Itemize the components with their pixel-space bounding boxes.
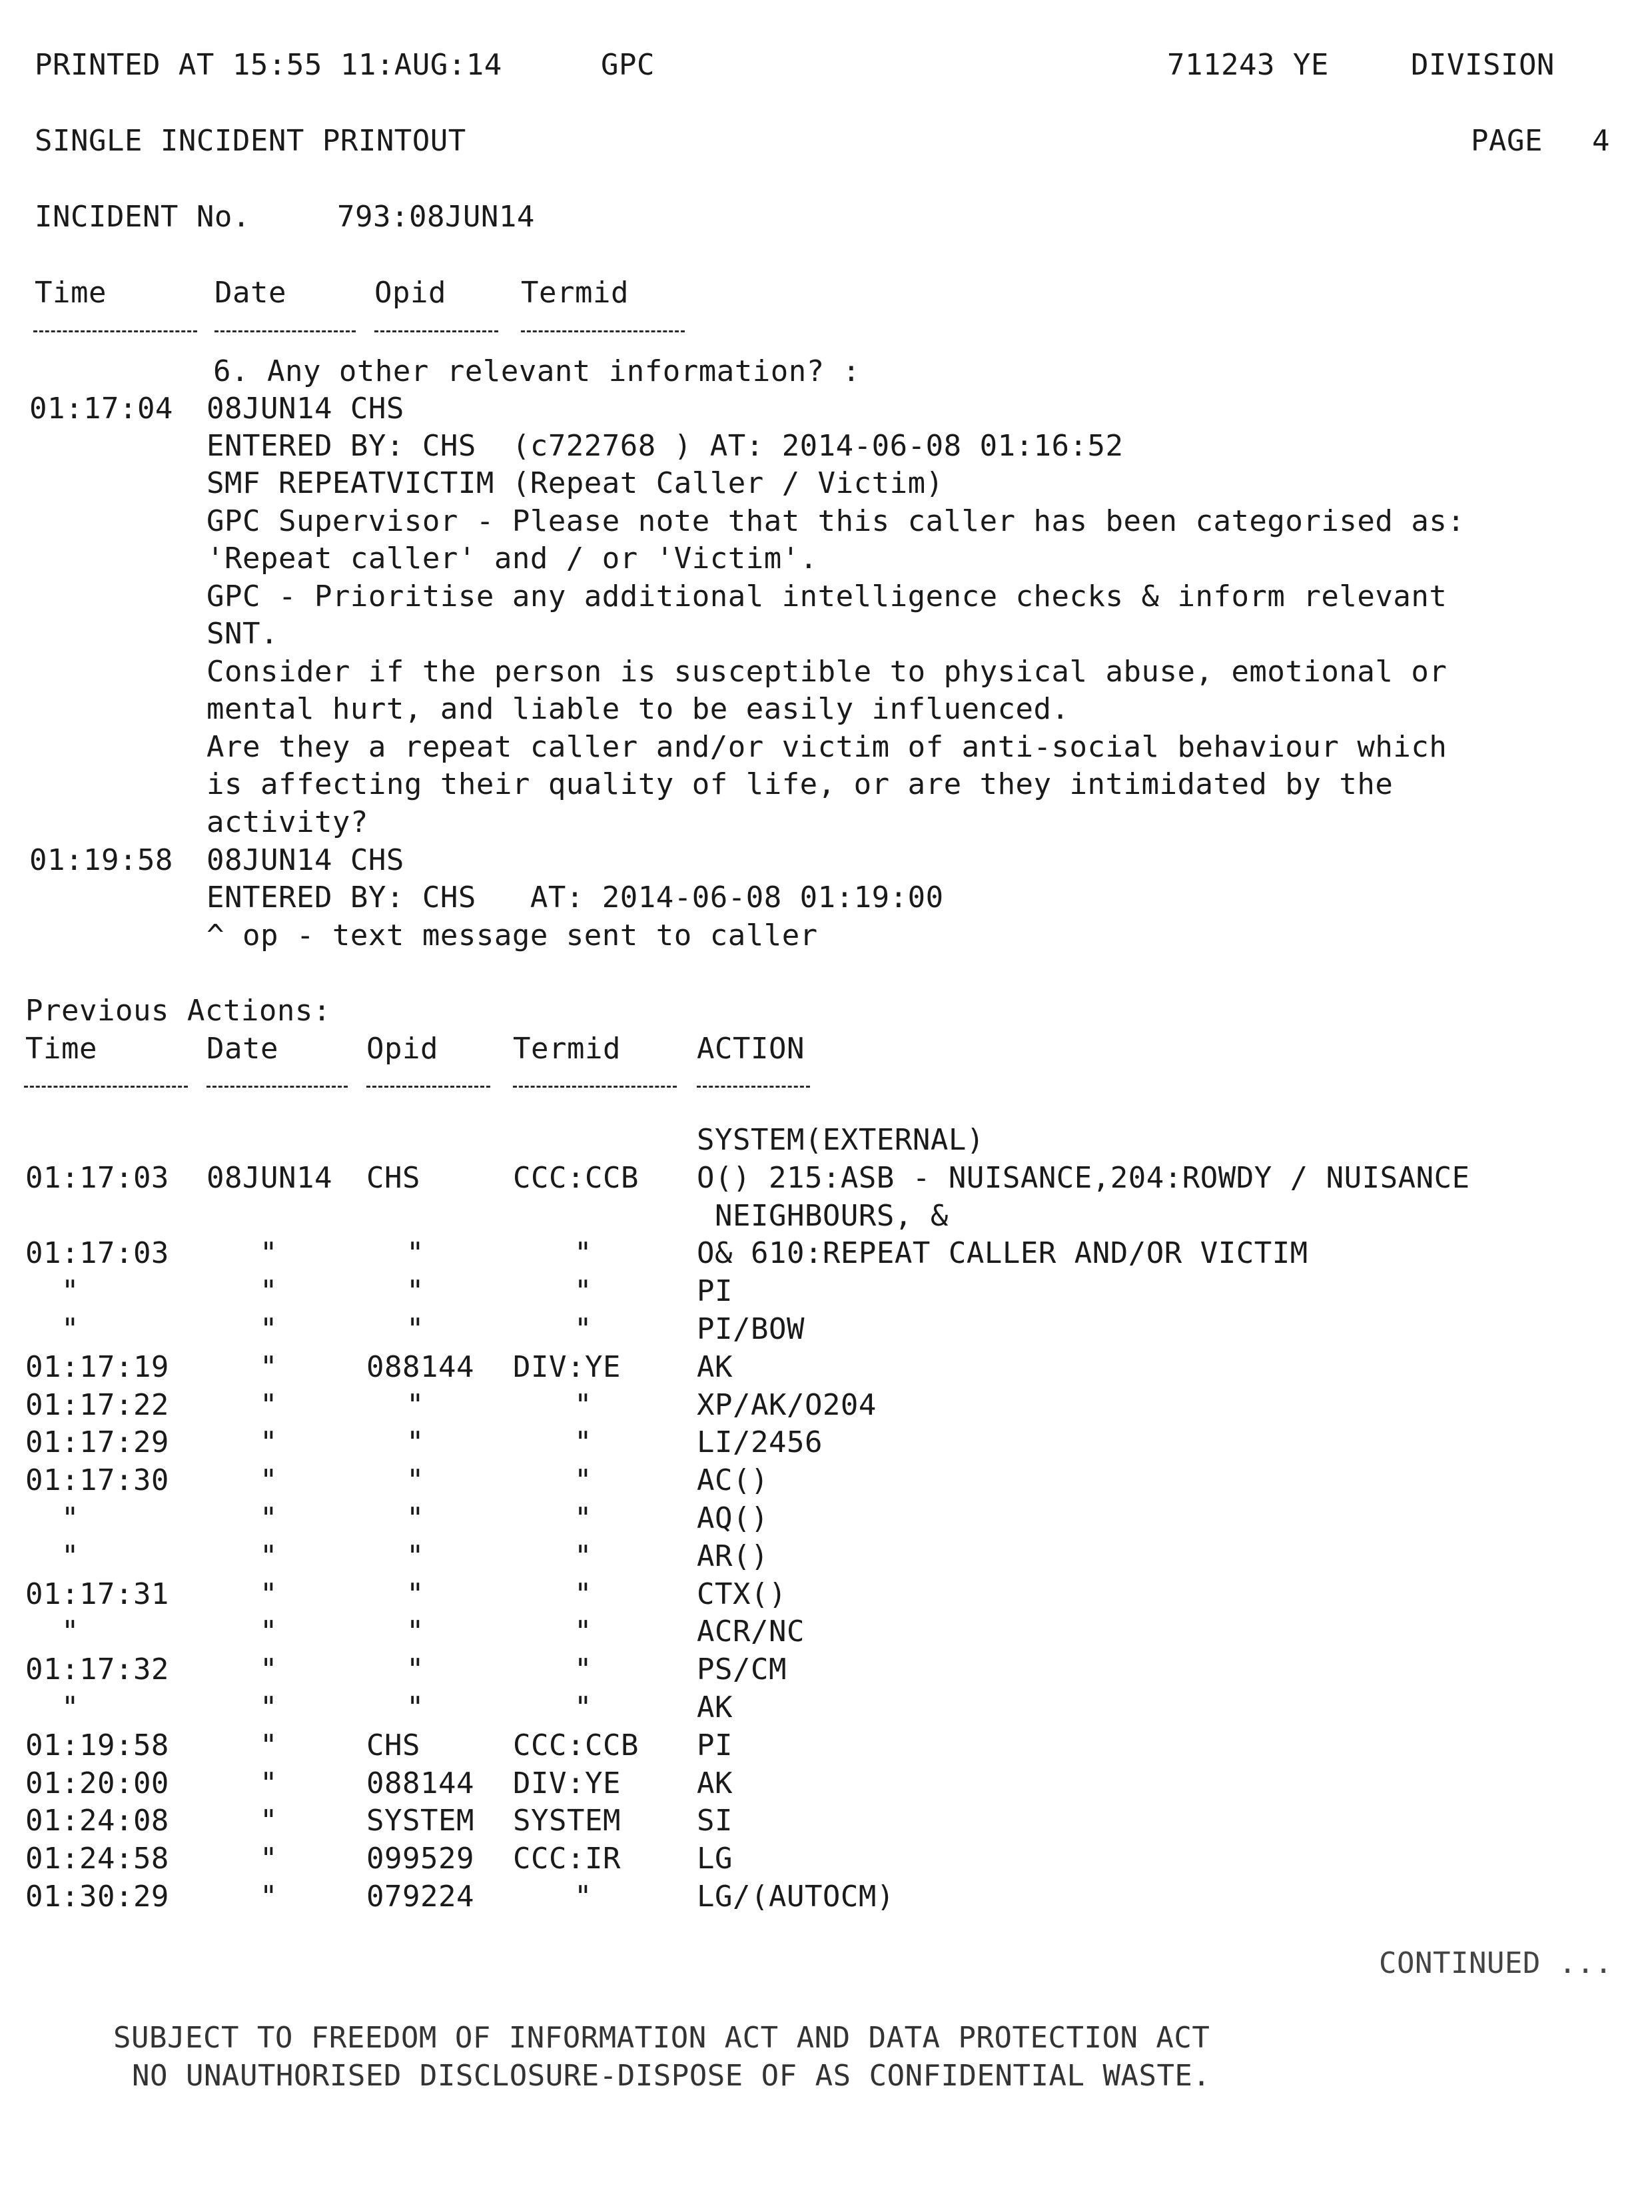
row-date: " xyxy=(260,1274,278,1308)
log-text-line: activity? xyxy=(206,805,368,839)
continued-note: CONTINUED ... xyxy=(1379,1946,1613,1980)
row-opid: " xyxy=(406,1501,424,1535)
row-termid: " xyxy=(574,1539,592,1573)
division-label: DIVISION xyxy=(1411,48,1555,82)
row-opid: " xyxy=(406,1425,424,1459)
divider xyxy=(214,330,356,332)
row-termid: " xyxy=(574,1388,592,1422)
row-time: 01:17:30 xyxy=(25,1463,169,1497)
actions-col-time: Time xyxy=(25,1032,97,1066)
row-time: 01:19:58 xyxy=(25,1728,169,1762)
row-date: " xyxy=(260,1501,278,1535)
row-action: AC() xyxy=(697,1463,769,1497)
log-text-line: 'Repeat caller' and / or 'Victim'. xyxy=(206,542,818,575)
row-termid: " xyxy=(574,1615,592,1649)
row-termid: " xyxy=(574,1501,592,1535)
incident-label: INCIDENT No. xyxy=(35,200,250,234)
row-opid: " xyxy=(406,1615,424,1649)
actions-col-date: Date xyxy=(206,1032,278,1066)
divider xyxy=(697,1086,810,1088)
row-opid: " xyxy=(406,1274,424,1308)
log-text-line: GPC Supervisor - Please note that this caller has been categorised as: xyxy=(206,504,1465,538)
division-ref: 711243 YE xyxy=(1167,48,1329,82)
row-date: " xyxy=(260,1463,278,1497)
divider xyxy=(206,1086,348,1088)
log-text-line: SNT. xyxy=(206,617,278,651)
row-termid: SYSTEM xyxy=(513,1804,621,1838)
row-opid: " xyxy=(406,1690,424,1724)
row-time: 01:24:08 xyxy=(25,1804,169,1838)
log-text-line: ENTERED BY: CHS (c722768 ) AT: 2014-06-08 01:16:52 xyxy=(206,429,1124,463)
row-time: 01:17:22 xyxy=(25,1388,169,1422)
row-time: " xyxy=(25,1312,79,1346)
disclosure-notice: SUBJECT TO FREEDOM OF INFORMATION ACT AND DATA PROTECTION ACT xyxy=(113,2021,1210,2055)
row-action: PS/CM xyxy=(697,1653,787,1686)
row-action: CTX() xyxy=(697,1577,787,1611)
printed-at: PRINTED AT 15:55 11:AUG:14 xyxy=(35,48,502,82)
row-opid: CHS xyxy=(366,1728,420,1762)
row-opid: 088144 xyxy=(366,1766,474,1800)
row-date: " xyxy=(260,1690,278,1724)
row-action: XP/AK/O204 xyxy=(697,1388,877,1422)
row-time: 01:17:31 xyxy=(25,1577,169,1611)
row-action: AR() xyxy=(697,1539,769,1573)
row-date: " xyxy=(260,1236,278,1270)
log-col-termid: Termid xyxy=(521,276,629,310)
row-time: 01:17:29 xyxy=(25,1425,169,1459)
log-text-line: Are they a repeat caller and/or victim of anti-social behaviour which xyxy=(206,730,1447,764)
row-action: PI xyxy=(697,1728,733,1762)
document-title: SINGLE INCIDENT PRINTOUT xyxy=(35,124,466,158)
row-opid: SYSTEM xyxy=(366,1804,474,1838)
log-text-line: mental hurt, and liable to be easily influenced. xyxy=(206,692,1070,726)
row-date: " xyxy=(260,1842,278,1876)
divider xyxy=(513,1086,677,1088)
log-col-opid: Opid xyxy=(374,276,446,310)
row-date: " xyxy=(260,1880,278,1914)
row-action: AK xyxy=(697,1690,733,1724)
row-action: SYSTEM(EXTERNAL) xyxy=(697,1123,985,1157)
row-time: 01:17:32 xyxy=(25,1653,169,1686)
row-action: NEIGHBOURS, & xyxy=(697,1199,949,1233)
divider xyxy=(366,1086,490,1088)
actions-col-action: ACTION xyxy=(697,1032,805,1066)
log-text-line: Consider if the person is susceptible to physical abuse, emotional or xyxy=(206,655,1447,689)
row-date: " xyxy=(260,1350,278,1384)
actions-col-opid: Opid xyxy=(366,1032,438,1066)
row-time: " xyxy=(25,1539,79,1573)
log-text-line: ENTERED BY: CHS AT: 2014-06-08 01:19:00 xyxy=(206,881,944,915)
row-termid: " xyxy=(574,1463,592,1497)
log-text-line: GPC - Prioritise any additional intelligence checks & inform relevant xyxy=(206,579,1447,613)
row-action: AK xyxy=(697,1350,733,1384)
row-termid: CCC:CCB xyxy=(513,1161,639,1195)
row-opid: 088144 xyxy=(366,1350,474,1384)
row-date: " xyxy=(260,1804,278,1838)
page-label: PAGE xyxy=(1471,124,1543,158)
row-action: AK xyxy=(697,1766,733,1800)
row-date: " xyxy=(260,1615,278,1649)
log-stamp: 08JUN14 CHS xyxy=(206,843,404,877)
row-date: " xyxy=(260,1653,278,1686)
actions-col-termid: Termid xyxy=(513,1032,621,1066)
row-time: " xyxy=(25,1690,79,1724)
row-opid: " xyxy=(406,1653,424,1686)
origin-code: GPC xyxy=(601,48,655,82)
row-action: SI xyxy=(697,1804,733,1838)
log-time: 01:17:04 xyxy=(29,392,173,426)
row-termid: CCC:CCB xyxy=(513,1728,639,1762)
log-stamp: 08JUN14 CHS xyxy=(206,392,404,426)
incident-number: 793:08JUN14 xyxy=(337,200,535,234)
row-action: PI xyxy=(697,1274,733,1308)
row-action: LI/2456 xyxy=(697,1425,823,1459)
divider xyxy=(33,330,197,332)
row-time: " xyxy=(25,1615,79,1649)
row-date: " xyxy=(260,1388,278,1422)
row-time: 01:20:00 xyxy=(25,1766,169,1800)
row-date: " xyxy=(260,1577,278,1611)
row-opid: 079224 xyxy=(366,1880,474,1914)
row-termid: " xyxy=(574,1577,592,1611)
log-text-line: SMF REPEATVICTIM (Repeat Caller / Victim) xyxy=(206,466,944,500)
log-text-line: ^ op - text message sent to caller xyxy=(206,919,818,952)
divider xyxy=(521,330,685,332)
row-action: O() 215:ASB - NUISANCE,204:ROWDY / NUISANCE xyxy=(697,1161,1470,1195)
row-action: LG/(AUTOCM) xyxy=(697,1880,895,1914)
row-termid: " xyxy=(574,1312,592,1346)
row-termid: " xyxy=(574,1880,592,1914)
row-opid: " xyxy=(406,1388,424,1422)
row-action: O& 610:REPEAT CALLER AND/OR VICTIM xyxy=(697,1236,1308,1270)
row-termid: " xyxy=(574,1274,592,1308)
row-time: " xyxy=(25,1274,79,1308)
row-action: AQ() xyxy=(697,1501,769,1535)
row-date: " xyxy=(260,1312,278,1346)
log-col-time: Time xyxy=(35,276,107,310)
row-opid: CHS xyxy=(366,1161,420,1195)
row-date: 08JUN14 xyxy=(206,1161,332,1195)
row-time: 01:17:03 xyxy=(25,1161,169,1195)
row-action: ACR/NC xyxy=(697,1615,805,1649)
row-time: 01:17:03 xyxy=(25,1236,169,1270)
row-date: " xyxy=(260,1425,278,1459)
row-termid: " xyxy=(574,1425,592,1459)
row-time: 01:30:29 xyxy=(25,1880,169,1914)
row-termid: " xyxy=(574,1653,592,1686)
row-termid: DIV:YE xyxy=(513,1350,621,1384)
log-text-line: is affecting their quality of life, or are they intimidated by the xyxy=(206,767,1394,801)
row-date: " xyxy=(260,1728,278,1762)
row-time: 01:24:58 xyxy=(25,1842,169,1876)
divider xyxy=(374,330,498,332)
row-action: LG xyxy=(697,1842,733,1876)
row-opid: " xyxy=(406,1539,424,1573)
row-action: PI/BOW xyxy=(697,1312,805,1346)
row-time: 01:17:19 xyxy=(25,1350,169,1384)
divider xyxy=(24,1086,188,1088)
row-opid: " xyxy=(406,1577,424,1611)
log-col-date: Date xyxy=(214,276,286,310)
row-termid: CCC:IR xyxy=(513,1842,621,1876)
log-time: 01:19:58 xyxy=(29,843,173,877)
disclosure-notice: NO UNAUTHORISED DISCLOSURE-DISPOSE OF AS CONFIDENTIAL WASTE. xyxy=(132,2059,1211,2093)
row-opid: 099529 xyxy=(366,1842,474,1876)
row-opid: " xyxy=(406,1236,424,1270)
row-opid: " xyxy=(406,1312,424,1346)
question-text: 6. Any other relevant information? : xyxy=(213,354,861,388)
row-time: " xyxy=(25,1501,79,1535)
row-termid: " xyxy=(574,1236,592,1270)
page-number: 4 xyxy=(1592,124,1610,158)
row-date: " xyxy=(260,1766,278,1800)
actions-heading: Previous Actions: xyxy=(25,994,331,1028)
row-termid: DIV:YE xyxy=(513,1766,621,1800)
row-opid: " xyxy=(406,1463,424,1497)
row-date: " xyxy=(260,1539,278,1573)
row-termid: " xyxy=(574,1690,592,1724)
